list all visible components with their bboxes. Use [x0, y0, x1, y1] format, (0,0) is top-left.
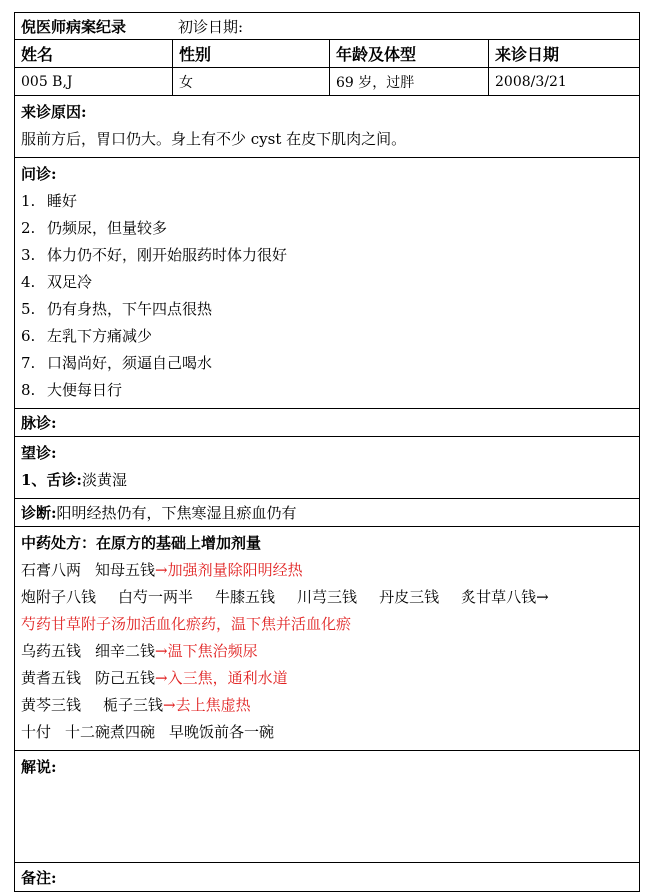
dosage-schedule: 早晚饭前各一碗	[169, 723, 275, 741]
list-item	[21, 350, 633, 377]
herb: 炙甘草八钱→	[461, 588, 549, 606]
item-number: 2.	[21, 219, 36, 237]
prescription-section	[15, 527, 639, 751]
item-number: 4.	[21, 273, 36, 291]
dosage-count: 十付	[21, 723, 52, 741]
prescription-note: →温下焦治频尿	[155, 642, 258, 660]
prescription-line-4	[21, 638, 633, 665]
item-text: 双足冷	[47, 273, 93, 291]
item-number: 5.	[21, 300, 36, 318]
item-number: 8.	[21, 381, 36, 399]
diagnosis-label: 诊断:	[21, 504, 57, 522]
observation-label: 望诊:	[21, 444, 57, 462]
tongue-label: 1、舌诊:	[21, 471, 82, 489]
list-item	[21, 296, 633, 323]
inquiry-section	[15, 158, 639, 409]
reason-text: 服前方后，胃口仍大。身上有不少 cyst 在皮下肌肉之间。	[21, 130, 407, 148]
title-row	[15, 13, 639, 40]
herb: 白芍一两半	[118, 588, 194, 606]
case-record-form	[14, 12, 640, 892]
diagnosis-section	[15, 499, 639, 527]
item-text: 仍有身热，下午四点很热	[47, 300, 213, 318]
header-visit-date: 来诊日期	[495, 45, 560, 64]
herb: 丹皮三钱	[379, 588, 440, 606]
prescription-line-7	[21, 719, 633, 746]
explanation-section	[15, 751, 639, 863]
list-item	[21, 377, 633, 404]
info-value-row	[15, 68, 639, 96]
herb: 知母五钱	[95, 561, 156, 579]
value-name: 005 B,J	[15, 68, 173, 95]
herb: 黄耆五钱	[21, 669, 82, 687]
item-text: 体力仍不好，刚开始服药时体力很好	[47, 246, 288, 264]
remarks-label: 备注:	[21, 868, 57, 887]
value-visit-date: 2008/3/21	[495, 73, 567, 90]
herb: 栀子三钱	[103, 696, 164, 714]
prescription-line-6	[21, 692, 633, 719]
pulse-section	[15, 409, 639, 437]
prescription-line-2	[21, 584, 633, 611]
item-text: 大便每日行	[47, 381, 123, 399]
list-item	[21, 242, 633, 269]
prescription-note: →入三焦，通利水道	[155, 669, 288, 687]
info-header-row	[15, 40, 639, 68]
herb: 细辛二钱	[95, 642, 156, 660]
herb: 黄芩三钱	[21, 696, 82, 714]
header-name: 姓名	[15, 40, 173, 67]
list-item	[21, 269, 633, 296]
item-text: 仍频尿，但量较多	[47, 219, 168, 237]
item-number: 1.	[21, 192, 36, 210]
list-item	[21, 215, 633, 242]
prescription-note: →加强剂量除阳明经热	[155, 561, 303, 579]
herb: 石膏八两	[21, 561, 82, 579]
item-number: 7.	[21, 354, 36, 372]
herb: 牛膝五钱	[215, 588, 276, 606]
item-text: 口渴尚好，须逼自己喝水	[47, 354, 213, 372]
observation-section	[15, 437, 639, 499]
explanation-label: 解说:	[21, 758, 57, 776]
document-title: 倪医师病案纪录	[21, 17, 127, 36]
herb: 川芎三钱	[297, 588, 358, 606]
prescription-line-1	[21, 557, 633, 584]
header-age-body: 年龄及体型	[330, 40, 489, 67]
tongue-line	[21, 467, 633, 494]
prescription-line-3: 芍药甘草附子汤加活血化瘀药，温下焦并活血化瘀	[21, 615, 352, 633]
herb: 防己五钱	[95, 669, 156, 687]
herb: 乌药五钱	[21, 642, 82, 660]
prescription-label: 中药处方：在原方的基础上增加剂量	[21, 534, 262, 552]
value-age-body: 69 岁，过胖	[330, 68, 489, 95]
diagnosis-text: 阳明经热仍有，下焦寒湿且瘀血仍有	[56, 504, 297, 522]
header-gender: 性别	[173, 40, 330, 67]
first-visit-date-label: 初诊日期:	[178, 17, 244, 36]
herb: 炮附子八钱	[21, 588, 97, 606]
prescription-note: →去上焦虚热	[163, 696, 251, 714]
item-number: 6.	[21, 327, 36, 345]
item-number: 3.	[21, 246, 36, 264]
tongue-text: 淡黄湿	[81, 471, 127, 489]
item-text: 左乳下方痛减少	[47, 327, 153, 345]
remarks-section	[15, 863, 639, 891]
prescription-line-5	[21, 665, 633, 692]
list-item	[21, 323, 633, 350]
reason-section	[15, 96, 639, 158]
inquiry-label: 问诊:	[21, 165, 57, 183]
pulse-label: 脉诊:	[21, 414, 57, 432]
value-gender: 女	[173, 68, 330, 95]
reason-label: 来诊原因:	[21, 103, 87, 121]
dosage-boil: 十二碗煮四碗	[65, 723, 156, 741]
list-item	[21, 188, 633, 215]
item-text: 睡好	[47, 192, 78, 210]
